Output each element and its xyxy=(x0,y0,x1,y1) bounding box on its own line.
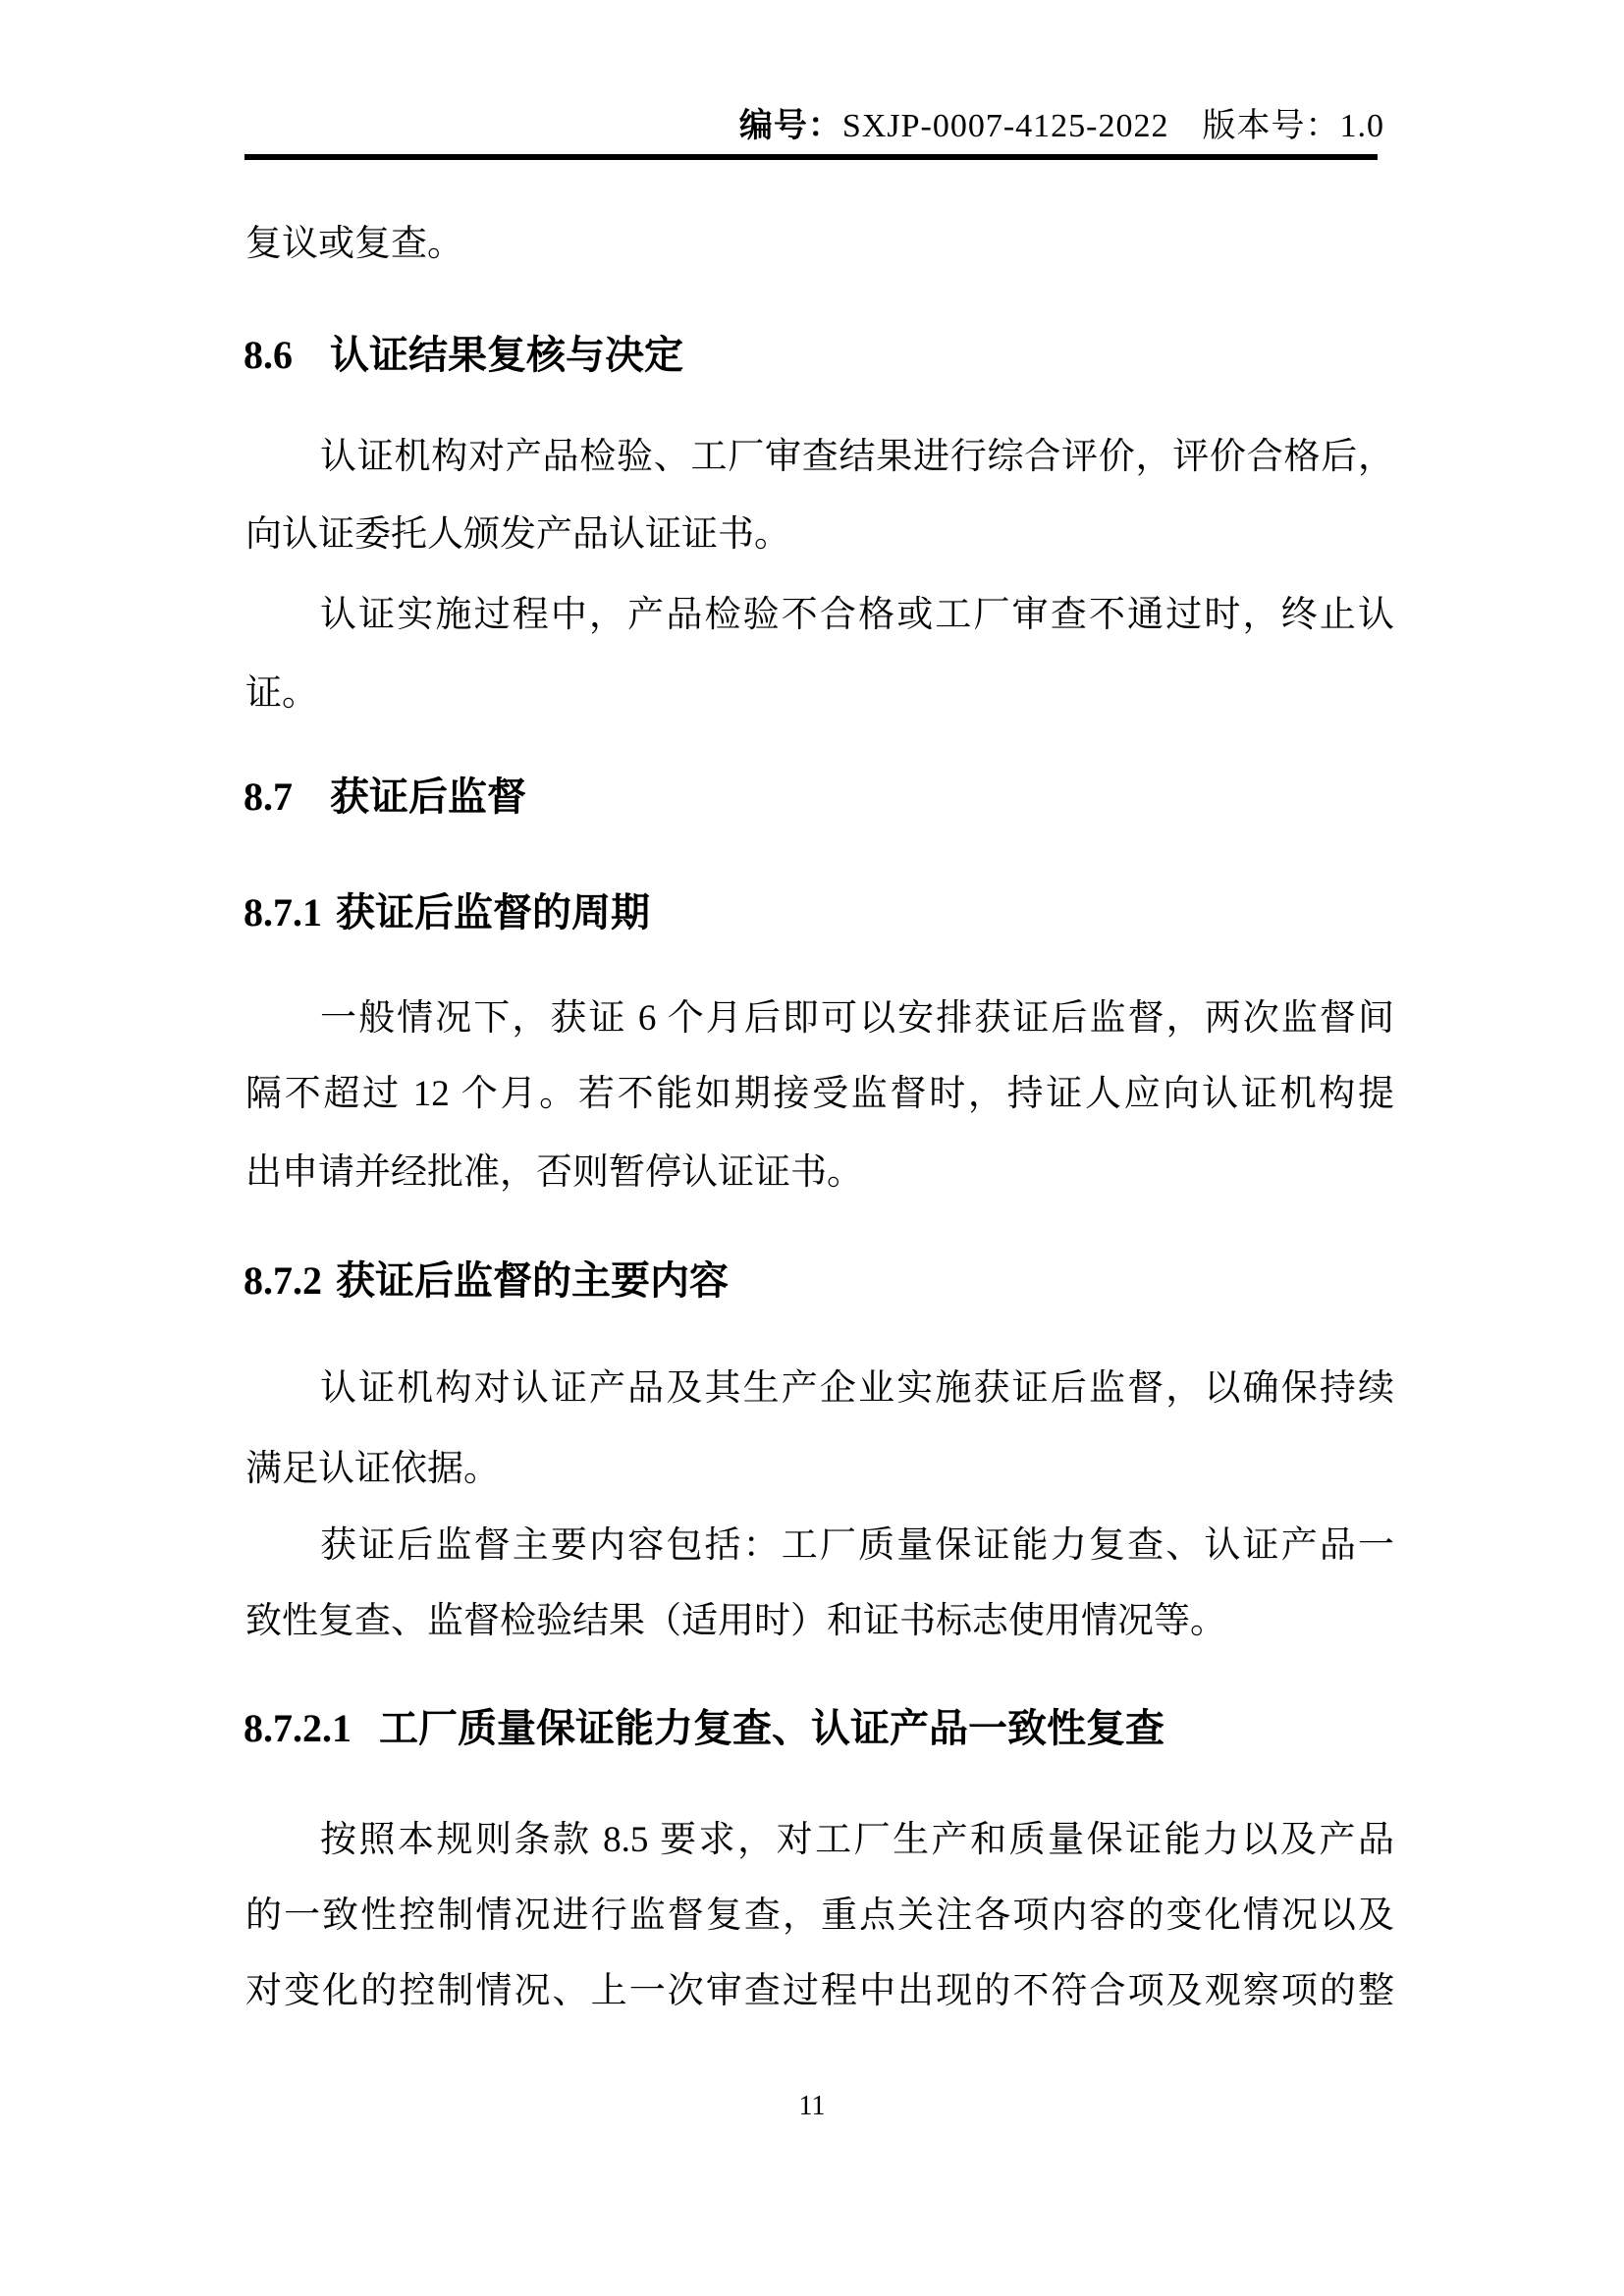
body-line: 对变化的控制情况、上一次审查过程中出现的不符合项及观察项的整 xyxy=(245,1971,1394,2011)
body-line-continuation: 复议或复查。 xyxy=(245,224,463,264)
body-line: 致性复查、监督检验结果（适用时）和证书标志使用情况等。 xyxy=(245,1601,1226,1641)
section-title: 工厂质量保证能力复查、认证产品一致性复查 xyxy=(379,1706,1164,1750)
body-line: 隔不超过 12 个月。若不能如期接受监督时，持证人应向认证机构提 xyxy=(245,1074,1394,1114)
section-number: 8.7.2.1 xyxy=(244,1706,352,1750)
body-line: 按照本规则条款 8.5 要求，对工厂生产和质量保证能力以及产品 xyxy=(320,1820,1394,1860)
section-title: 认证结果复核与决定 xyxy=(330,333,683,377)
section-number: 8.7.2 xyxy=(244,1258,322,1303)
body-line: 认证机构对认证产品及其生产企业实施获证后监督，以确保持续 xyxy=(320,1368,1394,1409)
body-line: 的一致性控制情况进行监督复查，重点关注各项内容的变化情况以及 xyxy=(245,1896,1394,1936)
doc-code-value: SXJP-0007-4125-2022 xyxy=(841,108,1169,144)
doc-version-value: 1.0 xyxy=(1339,108,1384,144)
body-line: 获证后监督主要内容包括：工厂质量保证能力复查、认证产品一 xyxy=(320,1525,1394,1566)
body-line: 认证机构对产品检验、工厂审查结果进行综合评价，评价合格后， xyxy=(320,437,1394,477)
body-line: 一般情况下，获证 6 个月后即可以安排获证后监督，两次监督间 xyxy=(320,998,1394,1039)
page-number: 11 xyxy=(798,2091,826,2121)
section-number: 8.7.1 xyxy=(244,890,322,934)
section-number: 8.7 xyxy=(244,774,293,819)
body-line: 向认证委托人颁发产品认证证书。 xyxy=(245,514,790,555)
body-line: 认证实施过程中，产品检验不合格或工厂审查不通过时，终止认 xyxy=(320,595,1394,635)
section-heading-8-6 xyxy=(244,334,683,377)
section-heading-8-7 xyxy=(244,775,526,819)
section-title: 获证后监督的周期 xyxy=(336,890,650,934)
section-heading-8-7-2 xyxy=(244,1259,729,1303)
section-number: 8.6 xyxy=(244,333,293,377)
section-heading-8-7-2-1 xyxy=(244,1707,1164,1750)
section-title: 获证后监督的主要内容 xyxy=(336,1258,729,1303)
section-title: 获证后监督 xyxy=(330,774,526,819)
doc-version-label: 版本号： xyxy=(1202,108,1340,144)
body-line: 出申请并经批准，否则暂停认证证书。 xyxy=(245,1152,863,1193)
doc-code-label: 编号： xyxy=(738,108,842,144)
body-line: 满足认证依据。 xyxy=(245,1449,500,1489)
body-line: 证。 xyxy=(245,673,318,714)
header-rule xyxy=(244,154,1378,160)
page-header xyxy=(739,110,1384,143)
section-heading-8-7-1 xyxy=(244,891,650,934)
